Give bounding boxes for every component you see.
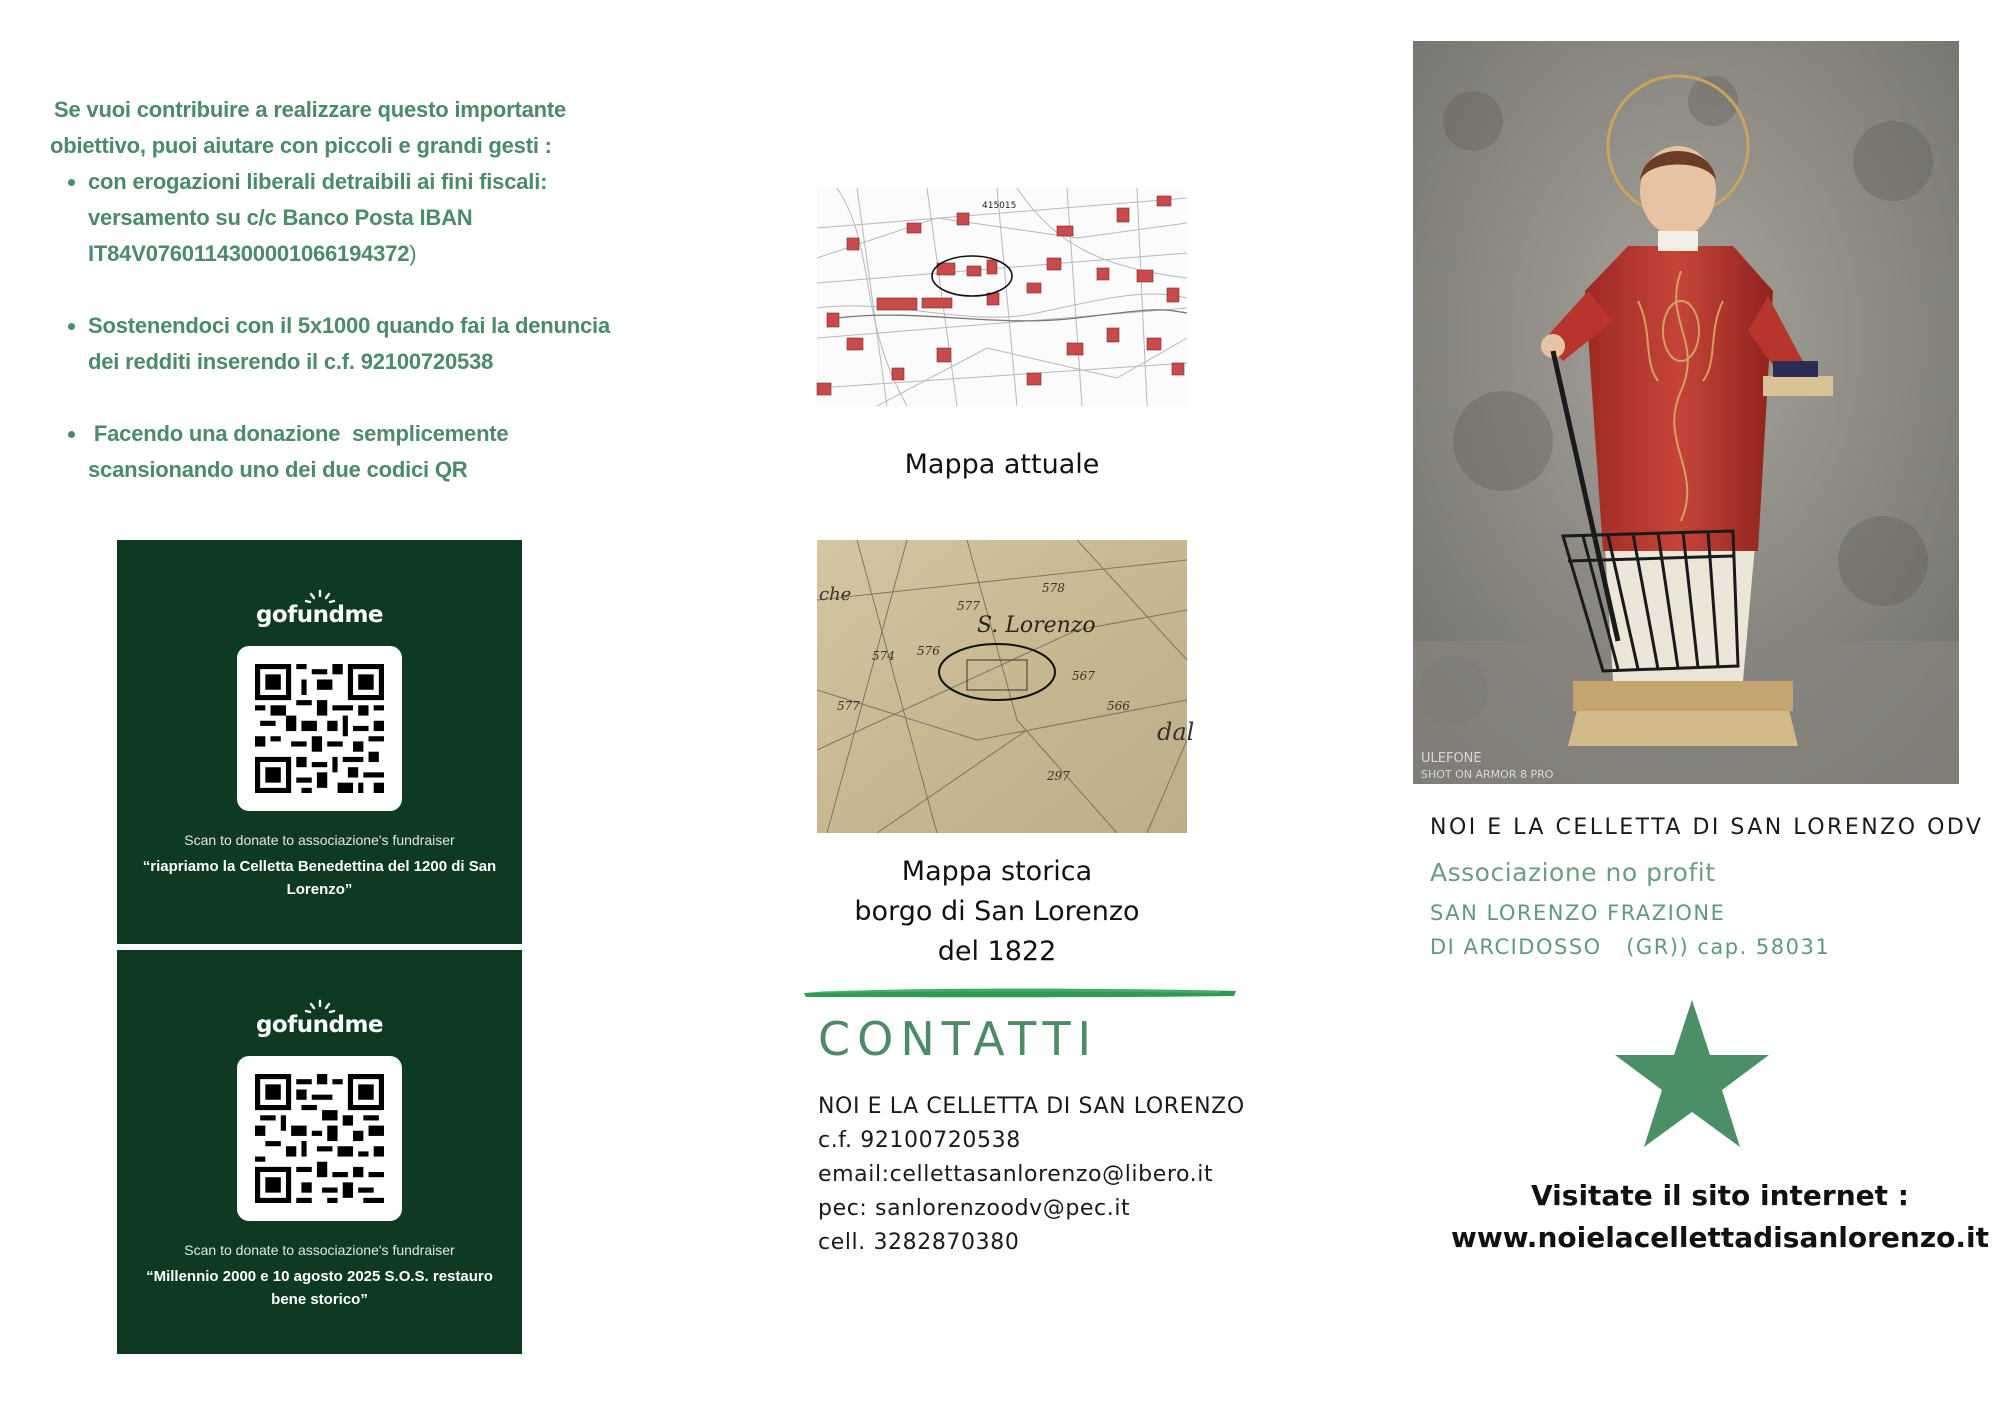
svg-text:che: che (819, 584, 852, 605)
iban-suffix: ) (409, 241, 417, 266)
organization-address (1430, 896, 1830, 964)
gofundme-logo: gofundme (255, 1012, 384, 1038)
address-line1: SAN LORENZO FRAZIONE (1430, 901, 1726, 925)
contact-email[interactable]: email:cellettasanlorenzo@libero.it (818, 1162, 1214, 1187)
svg-text:297: 297 (1047, 769, 1070, 783)
contact-pec[interactable]: pec: sanlorenzoodv@pec.it (818, 1196, 1131, 1221)
bullet3-line2: scansionando uno dei due codici QR (88, 457, 468, 482)
qr-code-icon (255, 664, 384, 793)
website-label: Visitate il sito internet : (1531, 1179, 1909, 1212)
green-brush-divider (800, 982, 1240, 1002)
donation-options-list (50, 164, 670, 488)
current-map-caption: Mappa attuale (904, 449, 1100, 480)
map-parcel-label: 415015 (982, 201, 1017, 211)
historic-map-label: S. Lorenzo (977, 613, 1096, 638)
cadastral-map-graphic (817, 188, 1187, 406)
bullet2-line1: Sostenendoci con il 5x1000 quando fai la denuncia (88, 313, 611, 338)
saint-lawrence-statue-photo (1413, 41, 1959, 784)
star-icon (1612, 998, 1772, 1150)
svg-text:577: 577 (957, 599, 980, 613)
historic-caption-line1: Mappa storica (901, 856, 1093, 887)
fundraiser-title: “Millennio 2000 e 10 agosto 2025 S.O.S. restauro bene storico” (146, 1268, 493, 1308)
scan-to-donate-text: Scan to donate to associazione's fundraiser (184, 832, 455, 848)
svg-text:576: 576 (917, 644, 940, 658)
list-item (88, 416, 670, 488)
website-block (1440, 1175, 2000, 1259)
qr-card-2 (117, 950, 522, 1354)
current-map-image (817, 188, 1187, 406)
iban-code: IT84V0760114300001066194372 (88, 241, 410, 266)
bullet1-line1: con erogazioni liberali detraibili ai fini fiscali: (88, 169, 548, 194)
qr-code-2[interactable] (237, 1056, 402, 1221)
photo-watermark-line2: SHOT ON ARMOR 8 PRO (1421, 768, 1554, 781)
svg-text:578: 578 (1042, 581, 1065, 595)
scan-to-donate-text: Scan to donate to associazione's fundraiser (184, 1242, 455, 1258)
bullet1-line2: versamento su c/c Banco Posta IBAN (88, 205, 473, 230)
contacts-title: CONTATTI (818, 1012, 1099, 1066)
organization-subtitle: Associazione no profit (1430, 858, 1716, 887)
svg-text:577: 577 (837, 699, 860, 713)
historic-map-image (817, 540, 1195, 833)
photo-watermark-line1: ULEFONE (1421, 751, 1482, 766)
gofundme-logo: gofundme (255, 602, 384, 628)
intro-lead-line1: Se vuoi contribuire a realizzare questo importante (54, 97, 567, 122)
svg-text:dal: dal (1157, 718, 1195, 746)
svg-text:567: 567 (1072, 669, 1095, 683)
svg-text:574: 574 (872, 649, 895, 663)
contacts-block (818, 1090, 1245, 1260)
historic-map-graphic (817, 540, 1195, 833)
bullet3-line1: Facendo una donazione semplicemente (88, 421, 509, 446)
contact-tax-code: c.f. 92100720538 (818, 1128, 1021, 1153)
historic-caption-line3: del 1822 (937, 936, 1057, 967)
qr-code-icon (255, 1074, 384, 1203)
intro-text (50, 92, 670, 488)
contact-org-name: NOI E LA CELLETTA DI SAN LORENZO (818, 1094, 1245, 1119)
intro-lead-line2: obiettivo, puoi aiutare con piccoli e grandi gesti : (50, 133, 552, 158)
organization-name: NOI E LA CELLETTA DI SAN LORENZO ODV (1430, 815, 1984, 840)
svg-text:566: 566 (1107, 699, 1130, 713)
list-item (88, 308, 670, 380)
website-url[interactable]: www.noielacellettadisanlorenzo.it (1451, 1221, 1989, 1254)
historic-caption-line2: borgo di San Lorenzo (854, 896, 1140, 927)
address-line2: DI ARCIDOSSO (GR)) cap. 58031 (1430, 935, 1831, 959)
list-item (88, 164, 670, 272)
historic-map-caption (817, 852, 1177, 972)
qr-card-1 (117, 540, 522, 944)
qr-code-1[interactable] (237, 646, 402, 811)
contact-phone[interactable]: cell. 3282870380 (818, 1230, 1020, 1255)
statue-photo-graphic (1413, 41, 1959, 784)
bullet2-line2: dei redditi inserendo il c.f. 92100720538 (88, 349, 494, 374)
fundraiser-title: “riapriamo la Celletta Benedettina del 1200 di San Lorenzo” (142, 858, 497, 898)
